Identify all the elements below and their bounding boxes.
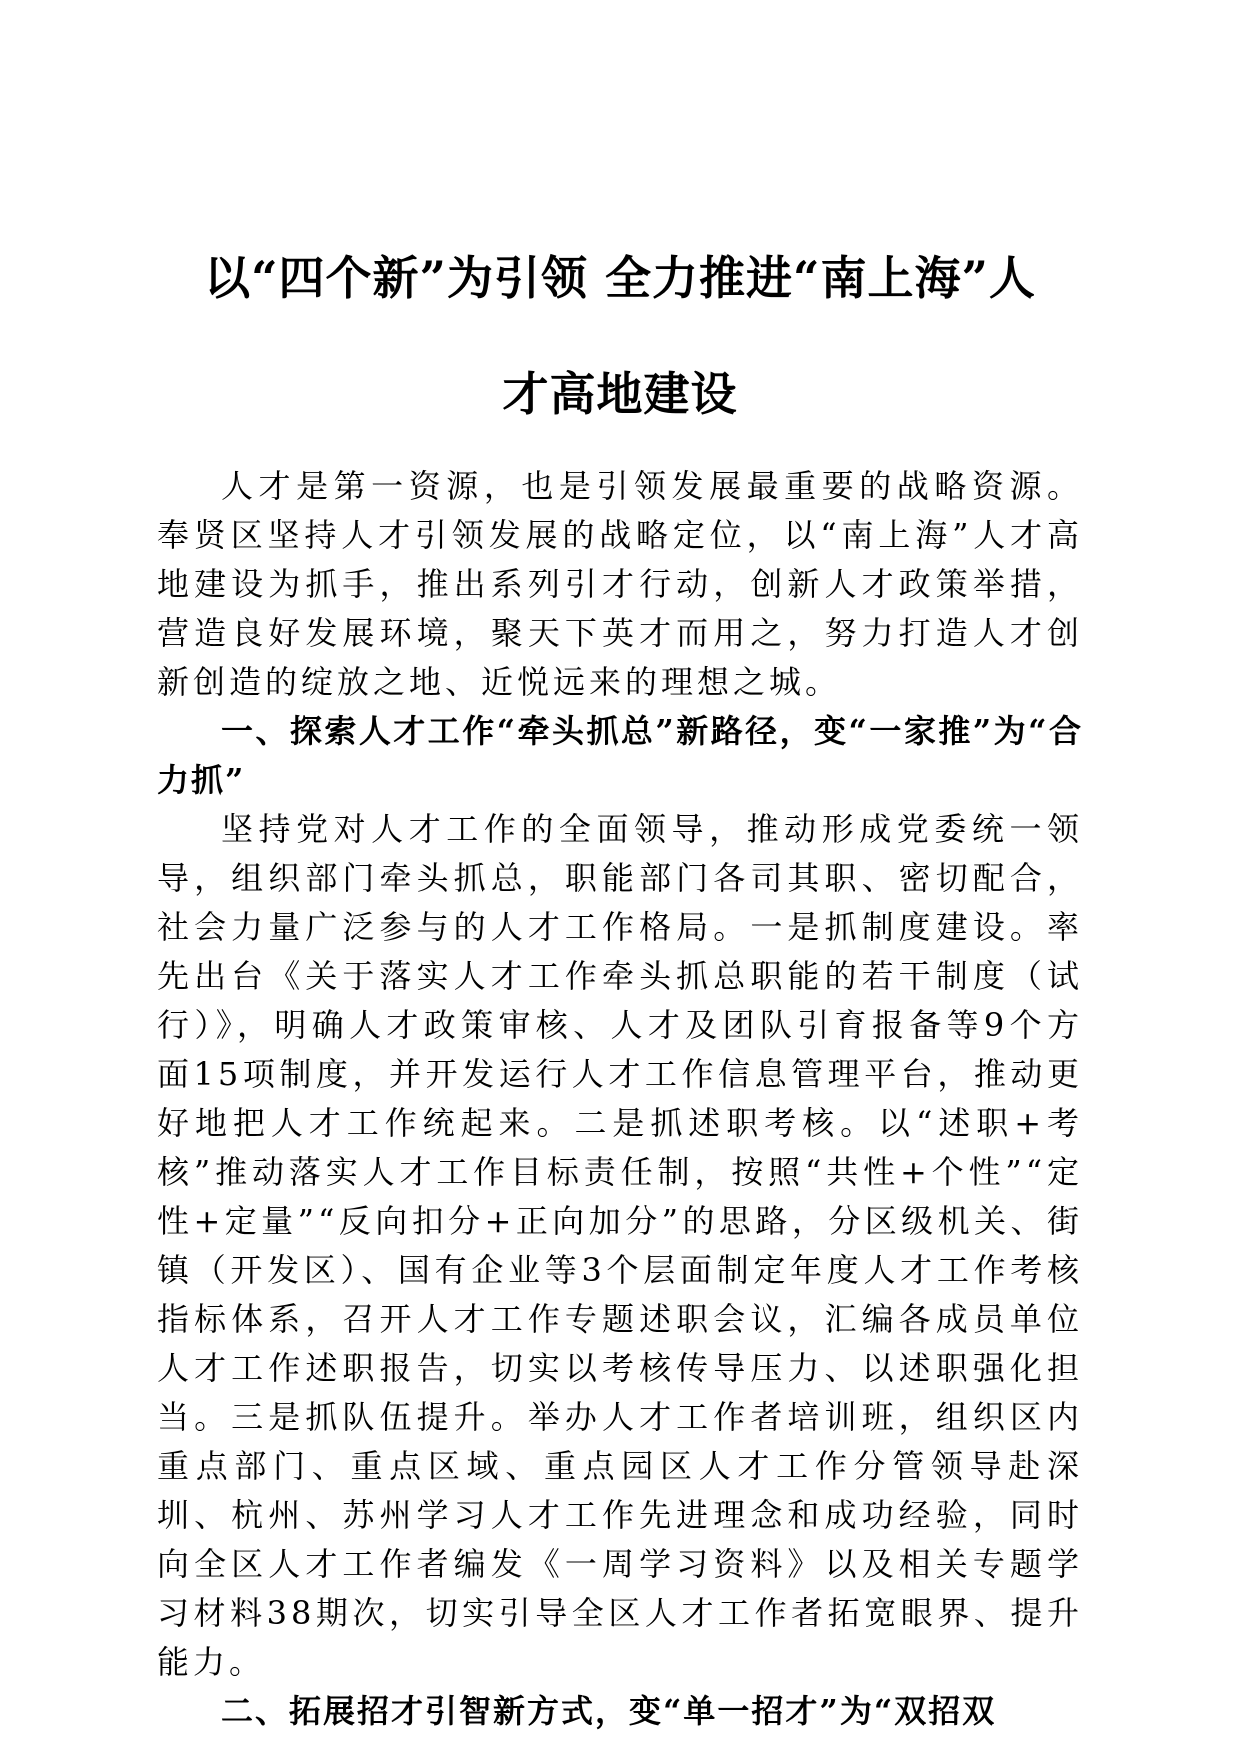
intro-paragraph: 人才是第一资源，也是引领发展最重要的战略资源。奉贤区坚持人才引领发展的战略定位，以“南上海”人才高地建设为抓手，推出系列引才行动，创新人才政策举措，营造良好发展环境，聚天下英才而用之，努力打造人才创新创造的绽放之地、近悦远来的理想之城。	[157, 467, 1083, 701]
title-line-1: 以“四个新”为引领 全力推进“南上海”人	[204, 251, 1036, 305]
document-title	[150, 220, 1090, 452]
section-heading-1: 一、探索人才工作“牵头抓总”新路径，变“一家推”为“合力抓”	[157, 712, 1083, 799]
section-1-paragraph: 坚持党对人才工作的全面领导，推动形成党委统一领导，组织部门牵头抓总，职能部门各司其职、密切配合，社会力量广泛参与的人才工作格局。一是抓制度建设。率先出台《关于落实人才工作牵头抓总职能的若干制度（试行）》，明确人才政策审核、人才及团队引育报备等9个方面15项制度，并开发运行人才工作信息管理平台，推动更好地把人才工作统起来。二是抓述职考核。以“述职+考核”推动落实人才工作目标责任制，按照“共性+个性”“定性+定量”“反向扣分+正向加分”的思路，分区级机关、街镇（开发区）、国有企业等3个层面制定年度人才工作考核指标体系，召开人才工作专题述职会议，汇编各成员单位人才工作述职报告，切实以考核传导压力、以述职强化担当。三是抓队伍提升。举办人才工作者培训班，组织区内重点部门、重点区域、重点园区人才工作分管领导赴深圳、杭州、苏州学习人才工作先进理念和成功经验，同时向全区人才工作者编发《一周学习资料》以及相关专题学习材料38期次，切实引导全区人才工作者拓宽眼界、提升能力。	[157, 810, 1083, 1681]
document-body	[157, 462, 1083, 1736]
section-heading-2: 二、拓展招才引智新方式，变“单一招才”为“双招双	[221, 1692, 997, 1730]
title-line-2: 才高地建设	[502, 367, 738, 421]
